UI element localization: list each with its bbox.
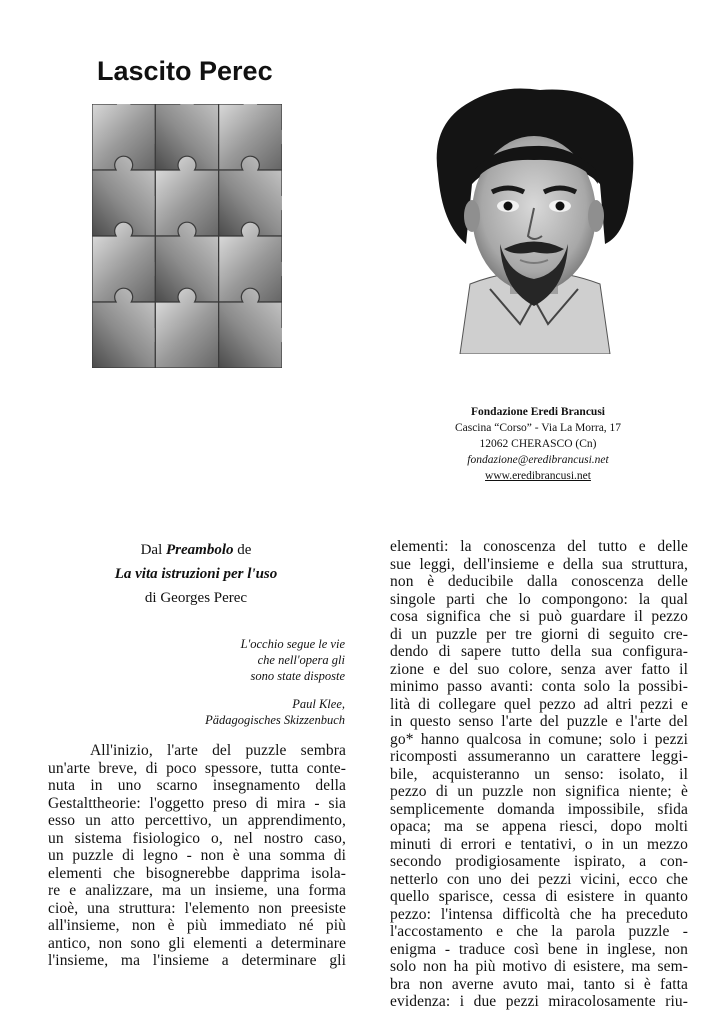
quote-line: che nell'opera gli [257, 653, 345, 667]
text-line: zione e del suo colore, senza aver fatto il [390, 660, 688, 678]
quote-line: L'occhio segue le vie [240, 637, 345, 651]
text-line: opaca; ma se appena riesci, dopo molti [390, 818, 688, 835]
text-line: pezzo: l'intensa difficoltà che ha preceduto [390, 905, 688, 923]
quote-author: Paul Klee, [292, 697, 345, 711]
text-line: Gestalttheorie: l'oggetto preso di mira - sia [48, 794, 346, 812]
text-line: elementi: la conoscenza del tutto e delle [390, 538, 688, 555]
text-line: cioè, una struttura: l'elemento non preesiste [48, 899, 346, 917]
text-line: cosa significa che si può guardare il pezzo [390, 608, 688, 625]
text-line: secondo prodigiosamente ispirato, a con- [390, 853, 688, 870]
text-line: re e analizzare, ma un insieme, una forma [48, 882, 346, 899]
intro-preambolo: Preambolo [166, 542, 234, 558]
intro-de: de [237, 542, 252, 558]
text-line: di un puzzle per tre giorni di seguito cre- [390, 625, 688, 643]
text-line: singole parti che lo compongono: la qual [390, 590, 688, 608]
text-line: evidenza: i due pezzi miracolosamente riu- [390, 993, 688, 1010]
quote-line: sono state disposte [250, 669, 345, 683]
text-line: un puzzle di legno - non è una somma di [48, 847, 346, 864]
text-line: minimo passo avanti: conta solo la possibi- [390, 678, 688, 695]
text-line: semplicemente domanda impossibile, sfida [390, 800, 688, 818]
intro-book-title [60, 562, 332, 586]
body-column-left [48, 742, 346, 970]
intro-line-1 [60, 538, 332, 562]
text-line: bile, acquisteranno un senso: isolato, il [390, 765, 688, 783]
text-line: lità di collegare quel pezzo ad altri pezzi e [390, 695, 688, 713]
text-line: antico, non sono gli elementi a determinare [48, 934, 346, 952]
page-title: Lascito Perec [97, 56, 273, 86]
portrait-photo [430, 84, 638, 354]
text-line: l'accostamento e che la parola puzzle - [390, 923, 688, 940]
text-line: nuta in uno scarno insegnamento della [48, 777, 346, 794]
text-line: non è deducibile dalla conoscenza delle [390, 573, 688, 590]
text-line: bra non averne avuto mai, tanto si è fatta [390, 975, 688, 993]
text-line: elementi che bisognerebbe dapprima isola- [48, 864, 346, 882]
quote-work: Pädagogisches Skizzenbuch [205, 713, 345, 727]
foundation-address [440, 404, 636, 484]
text-line: sue leggi, dell'insieme e della sua struttura, [390, 555, 688, 573]
foundation-name: Fondazione Eredi Brancusi [471, 406, 605, 418]
foundation-email[interactable]: fondazione@eredibrancusi.net [467, 454, 609, 466]
foundation-street: Cascina “Corso” - Via La Morra, 17 [454, 422, 622, 434]
text-line: go* hanno qualcosa in comune; solo i pezzi [390, 730, 688, 748]
text-line: un sistema fisiologico o, nel nostro caso, [48, 829, 346, 847]
puzzle-pieces-image [92, 104, 282, 368]
text-line: ricomposti assumeranno un carattere leggi- [390, 748, 688, 765]
text-line: netterlo con uno dei pezzi vicini, ecco che [390, 870, 688, 888]
intro-author: di Georges Perec [144, 590, 248, 606]
foundation-website-link[interactable]: www.eredibrancusi.net [485, 470, 591, 482]
text-line: un'arte breve, di poco spessore, tutta conte- [48, 759, 346, 777]
text-line: in questo senso l'arte del puzzle e l'arte del [390, 713, 688, 730]
text-line: quello sparisce, cessa di esistere in quanto [390, 888, 688, 905]
book-title: La vita istruzioni per l'uso [114, 566, 278, 582]
text-line: dendo di sapere tutto della sua configura- [390, 643, 688, 660]
text-line: All'inizio, l'arte del puzzle sembra [90, 742, 346, 759]
text-line: enigma - traduce così bene in inglese, non [390, 940, 688, 958]
body-column-right [390, 538, 688, 1011]
intro-dal: Dal [140, 542, 163, 558]
text-line: all'insieme, non è più immediato né più [48, 917, 346, 934]
text-line: esso un atto percettivo, un apprendimento, [48, 812, 346, 829]
foundation-city: 12062 CHERASCO (Cn) [479, 438, 597, 450]
text-line: minuti di errori e tentativi, o in un mezzo [390, 835, 688, 853]
text-line: solo non ha più motivo di esistere, ma sem- [390, 958, 688, 975]
epigraph-quote [140, 636, 345, 728]
intro-heading [60, 538, 332, 610]
text-line: pezzo di un puzzle non significa niente; è [390, 783, 688, 800]
text-line: l'insieme, ma l'insieme a determinare gli [48, 952, 346, 969]
